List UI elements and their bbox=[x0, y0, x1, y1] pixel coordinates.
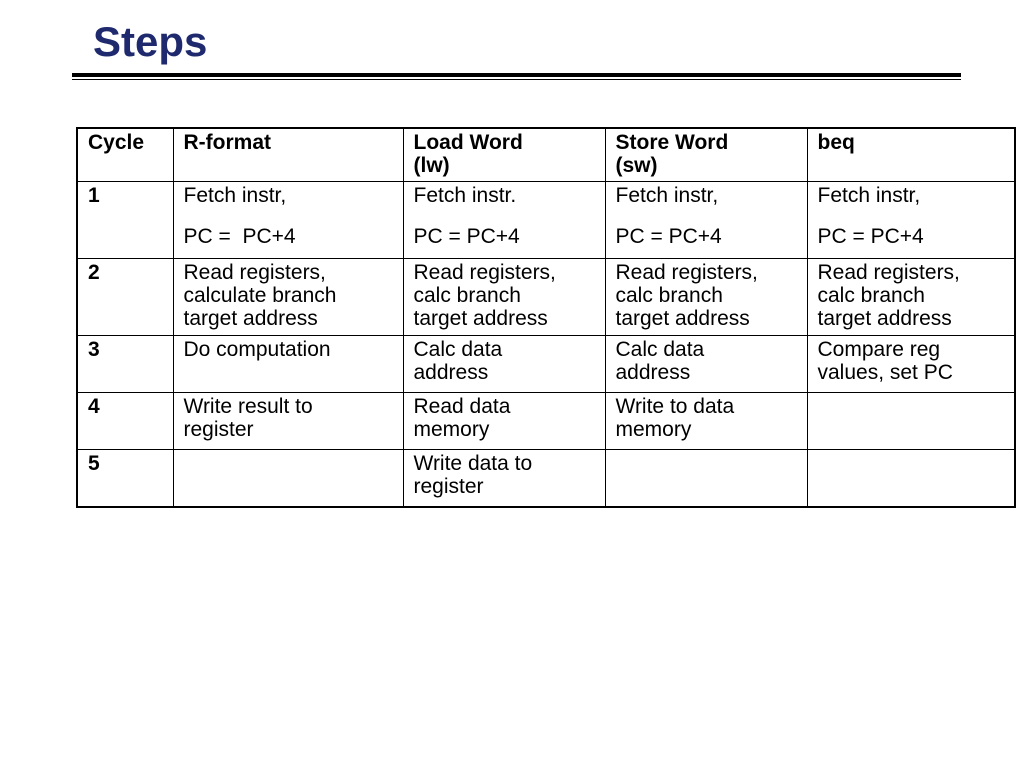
cell-line: PC = PC+4 bbox=[183, 225, 296, 248]
cell-line: Write result to bbox=[183, 395, 313, 418]
cell-line: Calc data bbox=[615, 338, 705, 361]
cell-line: Write to data bbox=[615, 395, 735, 418]
cell-line: PC = PC+4 bbox=[615, 225, 722, 248]
cell-line: calculate branch bbox=[183, 284, 337, 307]
cell-line: PC = PC+4 bbox=[413, 225, 520, 248]
cycle-cell bbox=[77, 182, 173, 259]
cell-beq bbox=[807, 182, 1015, 259]
table-row bbox=[77, 450, 1015, 508]
cell-store-word bbox=[605, 393, 807, 450]
cell-store-word bbox=[605, 182, 807, 259]
cell-line: Read data bbox=[413, 395, 511, 418]
cell-line: Fetch instr, bbox=[183, 184, 287, 207]
cell-load-word bbox=[403, 393, 605, 450]
cell-store-word bbox=[605, 259, 807, 336]
cycle-number: 4 bbox=[88, 395, 100, 418]
header-line: Cycle bbox=[88, 131, 145, 154]
cell-line: Read registers, bbox=[413, 261, 556, 284]
cell-load-word bbox=[403, 336, 605, 393]
cell-beq bbox=[807, 336, 1015, 393]
cell-r-format bbox=[173, 393, 403, 450]
cell-line: register bbox=[413, 475, 484, 498]
cell-line: memory bbox=[413, 418, 490, 441]
table-row bbox=[77, 259, 1015, 336]
slide-title: Steps bbox=[93, 18, 208, 65]
cell-line: Calc data bbox=[413, 338, 503, 361]
header-cycle bbox=[77, 128, 173, 182]
header-beq bbox=[807, 128, 1015, 182]
cell-line: memory bbox=[615, 418, 692, 441]
cell-line: Fetch instr, bbox=[817, 184, 921, 207]
header-line: beq bbox=[817, 131, 855, 154]
cell-r-format bbox=[173, 259, 403, 336]
cell-line: target address bbox=[183, 307, 318, 330]
cell-line: address bbox=[615, 361, 691, 384]
cell-line: values, set PC bbox=[817, 361, 953, 384]
cycle-cell bbox=[77, 450, 173, 508]
cell-line: target address bbox=[413, 307, 548, 330]
cell-line: Read registers, bbox=[817, 261, 960, 284]
table-row bbox=[77, 336, 1015, 393]
header-line: Load Word bbox=[413, 131, 523, 154]
title-underline-thin bbox=[72, 79, 961, 80]
cell-line: Write data to bbox=[413, 452, 533, 475]
cell-line: target address bbox=[615, 307, 750, 330]
cycle-cell bbox=[77, 393, 173, 450]
cell-line: register bbox=[183, 418, 254, 441]
cell-line: Compare reg bbox=[817, 338, 941, 361]
cell-line: calc branch bbox=[615, 284, 723, 307]
cell-beq bbox=[807, 393, 1015, 450]
header-line: Store Word bbox=[615, 131, 729, 154]
cycle-number: 5 bbox=[88, 452, 100, 475]
cell-beq bbox=[807, 450, 1015, 508]
cell-store-word bbox=[605, 336, 807, 393]
table-row bbox=[77, 393, 1015, 450]
table-header-row bbox=[77, 128, 1015, 182]
title-underline bbox=[72, 73, 961, 77]
cell-r-format bbox=[173, 182, 403, 259]
cycle-number: 1 bbox=[88, 184, 100, 207]
header-line: (lw) bbox=[413, 154, 450, 177]
header-store-word bbox=[605, 128, 807, 182]
cell-line: Fetch instr, bbox=[615, 184, 719, 207]
cell-r-format bbox=[173, 336, 403, 393]
header-r-format bbox=[173, 128, 403, 182]
cycle-cell bbox=[77, 336, 173, 393]
cell-r-format bbox=[173, 450, 403, 508]
header-line: (sw) bbox=[615, 154, 658, 177]
cell-line: Read registers, bbox=[615, 261, 758, 284]
header-load-word bbox=[403, 128, 605, 182]
table-row bbox=[77, 182, 1015, 259]
cycle-number: 2 bbox=[88, 261, 100, 284]
cell-store-word bbox=[605, 450, 807, 508]
cell-line: Do computation bbox=[183, 338, 331, 361]
cell-load-word bbox=[403, 182, 605, 259]
cell-line: target address bbox=[817, 307, 952, 330]
cell-load-word bbox=[403, 450, 605, 508]
cell-line: Read registers, bbox=[183, 261, 326, 284]
cycle-cell bbox=[77, 259, 173, 336]
cell-line: calc branch bbox=[413, 284, 521, 307]
cell-line: calc branch bbox=[817, 284, 925, 307]
header-line: R-format bbox=[183, 131, 271, 154]
cell-beq bbox=[807, 259, 1015, 336]
cell-line: address bbox=[413, 361, 489, 384]
steps-table bbox=[76, 127, 1016, 508]
cell-line: Fetch instr. bbox=[413, 184, 517, 207]
cell-line: PC = PC+4 bbox=[817, 225, 924, 248]
cycle-number: 3 bbox=[88, 338, 100, 361]
cell-load-word bbox=[403, 259, 605, 336]
